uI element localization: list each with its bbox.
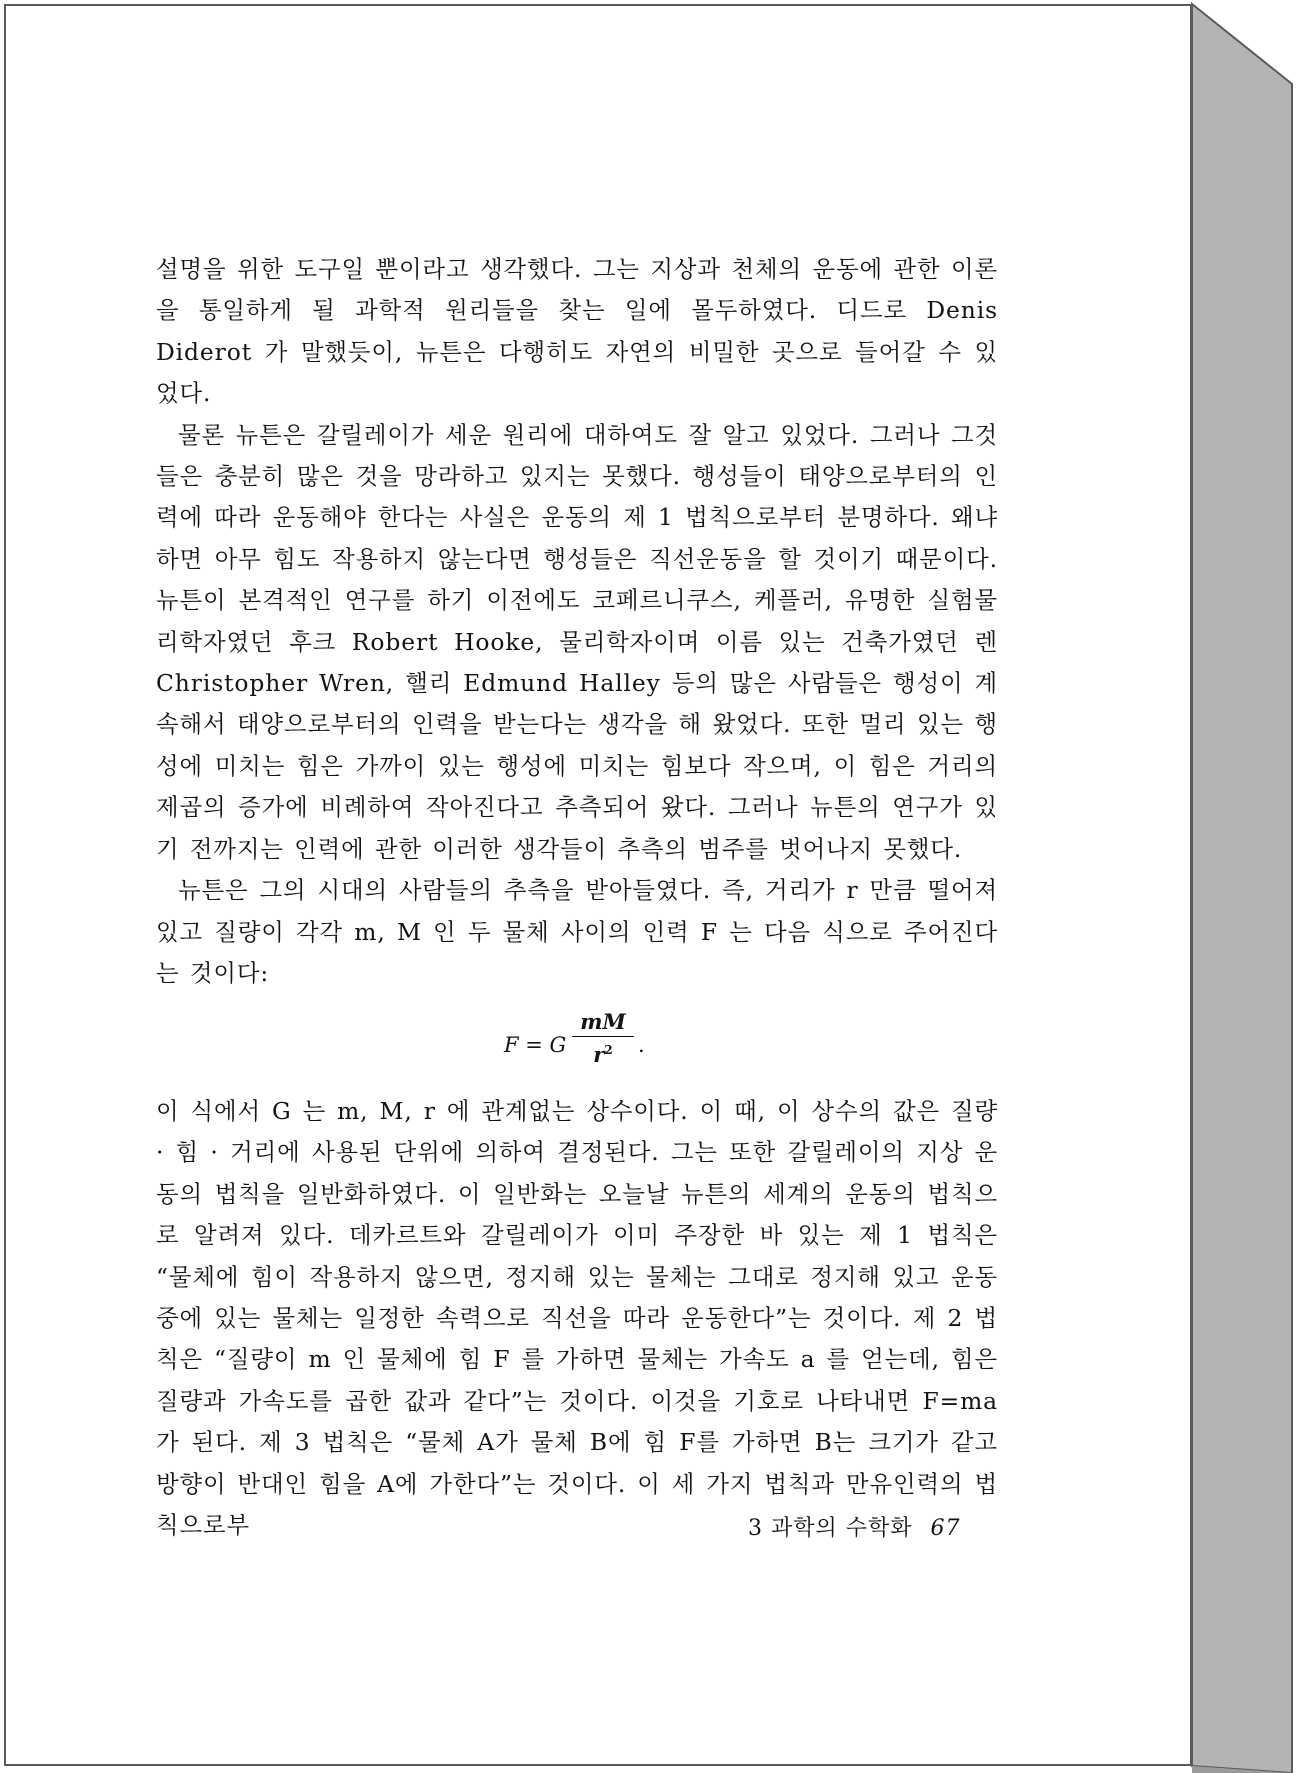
body-text [156, 249, 998, 994]
page-footer [748, 1511, 961, 1542]
book-page [4, 4, 1192, 1766]
paragraph-1: 설명을 위한 도구일 뿐이라고 생각했다. 그는 지상과 천체의 운동에 관한 이론을 통일하게 될 과학적 원리들을 찾는 일에 몰두하였다. 디드로 Denis Diderot 가 말했듯이, 뉴튼은 다행히도 자연의 비밀한 곳으로 들어갈 수 있었다. [156, 255, 998, 408]
formula-lhs: F = G [504, 1033, 567, 1057]
body-text-lower [156, 1091, 998, 1546]
formula-exponent: 2 [604, 1043, 613, 1057]
gravitation-formula [496, 1009, 736, 1079]
formula-denominator-group [570, 1037, 636, 1067]
paragraph-2: 물론 뉴튼은 갈릴레이가 세운 원리에 대하여도 잘 알고 있었다. 그러나 그것들은 충분히 많은 것을 망라하고 있지는 못했다. 행성들이 태양으로부터의 인력에 따라 운동해야 한다는 사실은 운동의 제 1 법칙으로부터 분명하다. 왜냐하면 아무 힘도 작용하지 않는다면 행성들은 직선운동을 할 것이기 때문이다. 뉴튼이 본격적인 연구를 하기 이전에도 코페르니쿠스, 케플러, 유명한 실험물리학자였던 후크 Robert Hooke, 물리학자이며 이름 있는 건축가였던 렌 Christopher Wren, 핼리 Edmund Halley 등의 많은 사람들은 행성이 계속해서 태양으로부터의 인력을 받는다는 생각을 해 왔었다. 또한 멀리 있는 행성에 미치는 힘은 가까이 있는 행성에 미치는 힘보다 작으며, 이 힘은 거리의 제곱의 증가에 비례하여 작아진다고 추측되어 왔다. 그러나 뉴튼의 연구가 있기 전까지는 인력에 관한 이러한 생각들이 추측의 범주를 벗어나지 못했다. [156, 420, 998, 863]
chapter-title: 3 과학의 수학화 [748, 1516, 913, 1541]
page-number: 67 [930, 1516, 961, 1541]
paragraph-3: 뉴튼은 그의 시대의 사람들의 추측을 받아들였다. 즉, 거리가 r 만큼 떨어져 있고 질량이 각각 m, M 인 두 물체 사이의 인력 F 는 다음 식으로 주어진다는 것이다: [156, 876, 998, 987]
formula-numerator: mM [580, 1009, 626, 1034]
formula-denominator: r [593, 1042, 605, 1067]
formula-period: . [638, 1033, 645, 1057]
formula-fraction [570, 1009, 636, 1067]
paragraph-4: 이 식에서 G 는 m, M, r 에 관계없는 상수이다. 이 때, 이 상수의 값은 질량 · 힘 · 거리에 사용된 단위에 의하여 결정된다. 그는 또한 갈릴레이의 지상 운동의 법칙을 일반화하였다. 이 일반화는 오늘날 뉴튼의 세계의 운동의 법칙으로 알려져 있다. 데카르트와 갈릴레이가 이미 주장한 바 있는 제 1 법칙은 “물체에 힘이 작용하지 않으면, 정지해 있는 물체는 그대로 정지해 있고 운동 중에 있는 물체는 일정한 속력으로 직선을 따라 운동한다”는 것이다. 제 2 법칙은 “질량이 m 인 물체에 힘 F 를 가하면 물체는 가속도 a 를 얻는데, 힘은 질량과 가속도를 곱한 값과 같다”는 것이다. 이것을 기호로 나타내면 F=ma 가 된다. 제 3 법칙은 “물체 A가 물체 B에 힘 F를 가하면 B는 크기가 같고 방향이 반대인 힘을 A에 가한다”는 것이다. 이 세 가지 법칙과 만유인력의 법칙으로부 [156, 1097, 998, 1540]
